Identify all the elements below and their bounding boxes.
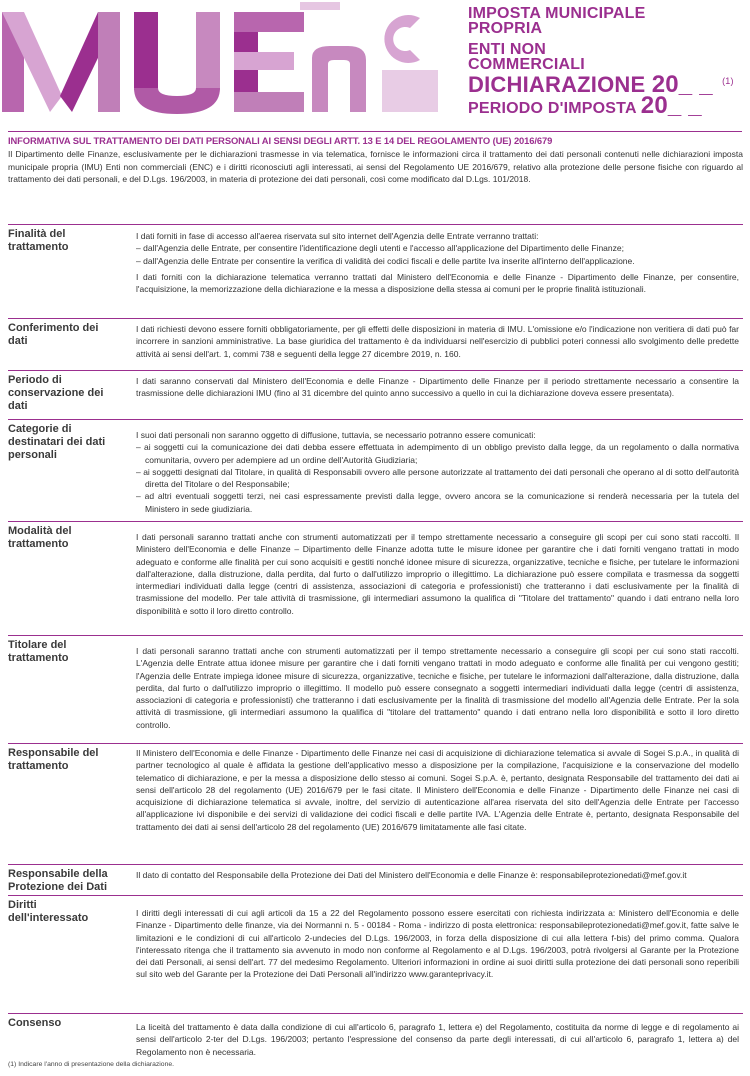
section-label: Responsabile della Protezione dei Dati (8, 868, 108, 893)
section-label: Conferimento dei dati (8, 322, 99, 347)
section-label: Categorie di destinatari dei dati personali (8, 423, 106, 461)
title-line-3: ENTI NON (468, 41, 547, 58)
declaration-line (468, 71, 748, 98)
paragraph: Il Ministero dell'Economia e delle Finanze - Dipartimento delle Finanze nei casi di acquisizione di dichiarazione telematica si avvale di Sogei S.p.A., in qualità di partner tecnologico al quale è affidata la gestione dell'applicativo messo a disposizione per la compilazione, l'acquisizione e la conservazione del modello telematico di dichiarazione, e per la messa a disposizione dello stesso ai comuni. Sogei S.p.A. è, pertanto, designata Responsabile del trattamento dei dati ai sensi dell'articolo 28 del regolamento (UE) 2016/679 per le fasi citate. Il Ministero dell'Economia e delle Finanze - Dipartimento delle Finanze nei casi di acquisizione di dichiarazione telematica si avvale, inoltre, del servizio di autenticazione all'area riservata del sito dell'Agenzia delle Entrate per l'accesso all'applicazione ivi disponibile e dei servizi di validazione dei codici fiscali e delle partite IVA. L'Agenzia delle Entrate è, pertanto, designata Responsabile del trattamento dei dati ai sensi dell'articolo 28 del regolamento (UE) 2016/679 limitatamente alle fasi citate. (136, 748, 739, 832)
section-body (136, 645, 739, 735)
section-label: Finalità del trattamento (8, 228, 69, 253)
footnote: (1) Indicare l'anno di presentazione della dichiarazione. (8, 1061, 175, 1068)
paragraph: I dati forniti in fase di accesso all'aerea riservata sul sito internet dell'Agenzia delle Entrate verranno trattati: (136, 231, 539, 241)
section-responsabile (8, 743, 743, 863)
paragraph: I dati personali saranno trattati anche con strumenti automatizzati per il tempo strettamente necessario a conseguire gli scopi per cui sono stati raccolti. Il Ministero dell'Economia e delle Finanze – Dipartimento delle Finanze adotta tutte le misure idonee per garantire che i dati forniti vengano trattati in modo adeguato e conforme alle finalità per cui sono acquisiti e gestiti nonché idonee misure di sicurezza, organizzative, tecniche e fisiche, per tutelare le informazioni dall'alterazione, dalla distruzione, dalla perdita, dal furto o dall'utilizzo improprio o illegittimo. La dichiarazione può essere compilata e trasmessa da soggetti intermediari individuati dalla legge (centri di assistenza, associazioni di categoria e professionisti) che tratteranno i dati esclusivamente per la finalità di trasmissione del modello. Per tale attività di trasmissione, gli intermediari assumono la qualifica di "Titolare del trattamento" quando i dati entrano nella loro disponibilità e sotto il loro diretto controllo. (136, 532, 739, 616)
section-diritti (8, 895, 743, 1013)
list-item: – ad altri eventuali soggetti terzi, nei casi espressamente previsti dalla legge, ovvero ancora se la comunicazione si renderà necessaria per la tutela del Ministero in sede giudiziaria. (136, 491, 739, 514)
section-label: Titolare del trattamento (8, 639, 69, 664)
paragraph: I dati richiesti devono essere forniti obbligatoriamente, per gli effetti delle disposizioni in materia di IMU. L'omissione e/o l'indicazione non veritiera di dati può far incorrere in sanzioni amministrative. La base giuridica del trattamento è da individuarsi nell'esercizio di pubblici poteri connessi allo svolgimento delle predette attività ai sensi dell'art. 1, commi 738 e seguenti della legge 27 dicembre 2019, n. 160. (136, 324, 739, 359)
section-body (136, 429, 739, 519)
footnote-ref: (1) (722, 76, 734, 86)
declaration-year: 20_ _ (651, 71, 713, 98)
section-body (136, 747, 739, 837)
header-divider (8, 131, 742, 132)
section-conservazione (8, 370, 743, 420)
section-conferimento (8, 318, 743, 372)
title-line-1: IMPOSTA MUNICIPALE (468, 5, 646, 22)
title-line-2: PROPRIA (468, 20, 543, 37)
informativa-intro: Il Dipartimento delle Finanze, esclusivamente per le dichiarazioni trasmesse in via telematica, fornisce le informazioni circa il trattamento dei dati personali contenuti nelle dichiarazioni imposta municipale propria (IMU) Enti non commerciali (ENC) e i diritti riconosciuti agli interessati, ai sensi del Regolamento UE 2016/679, relativo alla protezione delle persone fisiche con riguardo al trattamento dei dati personali, e del D.Lgs. 196/2003, in materia di protezione dei dati personali, così come modificato dal D.Lgs. 101/2018. (8, 149, 743, 185)
form-header (0, 0, 750, 128)
title-line-4: COMMERCIALI (468, 56, 585, 73)
section-finalita (8, 224, 743, 319)
paragraph: I dati forniti con la dichiarazione telematica verranno trattati dal Ministero dell'Economia e delle Finanze - Dipartimento delle Finanze, per consentire, l'acquisizione, la memorizzazione della dichiarazione e la messa a disposizione della stessa ai comuni per le proprie finalità istituzionali. (136, 271, 739, 295)
imu-enc-logo (0, 0, 462, 124)
paragraph: I dati personali saranno trattati anche con strumenti automatizzati per il tempo strettamente necessario a conseguire gli scopi per cui sono stati raccolti. L'Agenzia delle Entrate attua idonee misure per garantire che i dati forniti vengano trattati in modo adeguato e conforme alle finalità per cui vengono gestiti; l'Agenzia delle Entrate impiega idonee misure di sicurezza, organizzative, tecniche e fisiche, per tutelare le informazioni dall'alterazione, dalla distruzione, dalla perdita, dal furto o dall'utilizzo improprio o illegittimo. Il modello può essere consegnato a soggetti intermediari individuati dalla legge (centri di assistenza, associazioni di categoria e professionisti) che tratteranno i dati esclusivamente per la finalità di trasmissione del modello all'Agenzia delle Entrate. Per la sola attività di trasmissione, gli intermediari assumono la qualifica di "titolare del trattamento" quando i dati entrano nella loro disponibilità e sotto il loro diretto controllo. (136, 646, 739, 730)
period-label: PERIODO D'IMPOSTA (468, 100, 637, 117)
paragraph: I diritti degli interessati di cui agli articoli da 15 a 22 del Regolamento possono essere esercitati con richiesta indirizzata a: Ministero dell'Economia e delle Finanze - Dipartimento delle finanze, via dei Normanni n. 5 - 00184 - Roma - indirizzo di posta elettronica: responsabileprotezionedati@mef.gov.it, fatte salve le limitazioni e le condizioni di cui all'articolo 2-undecies del D.Lgs. 196/2003, in forza della disposizione di cui alla lettera f-bis) del primo comma. Qualora l'interessato ritenga che il trattamento sia avvenuto in modo non conforme al Regolamento e al D.Lgs. 196/2003, potrà rivolgersi al Garante per la Protezione dei dati Personali, ai sensi dell'art. 77 del medesimo Regolamento. Ulteriori informazioni in ordine ai suoi diritti sulla protezione dei dati personali sono reperibili sul sito web del Garante per la Protezione dei Dati Personali all'indirizzo www.garanteprivacy.it. (136, 908, 739, 980)
section-label: Consenso (8, 1017, 62, 1029)
paragraph: I suoi dati personali non saranno oggetto di diffusione, tuttavia, se necessario potranno essere comunicati: (136, 430, 536, 440)
list-item: – dall'Agenzia delle Entrate, per consentire l'identificazione degli utenti e l'accesso all'applicazione del Dipartimento delle Finanze; (136, 243, 624, 254)
paragraph: La liceità del trattamento è data dalla condizione di cui all'articolo 6, paragrafo 1, lettera e) del Regolamento, costituita da norme di legge e di regolamento ai sensi dell'articolo 2-ter del D.Lgs. 196/2003; pertanto l'espressione del consenso da parte degli interessati, di cui all'articolo 6, paragrafo 1, lettera a) del Regolamento non è necessaria. (136, 1022, 739, 1057)
period-year: 20_ _ (640, 92, 702, 119)
paragraph: I dati saranno conservati dal Ministero dell'Economia e delle Finanze - Dipartimento delle Finanze per il periodo strettamente necessario a consentire la trasmissione delle dichiarazioni IMU (fino al 31 dicembre del quinto anno successivo a quello in cui la dichiarazione doveva essere presentata). (136, 376, 739, 399)
section-body (136, 531, 739, 621)
section-body (136, 230, 739, 299)
section-consenso (8, 1013, 743, 1059)
section-label: Responsabile del trattamento (8, 747, 99, 772)
section-label: Diritti dell'interessato (8, 899, 89, 924)
section-rpd (8, 864, 743, 898)
section-body (136, 869, 739, 885)
section-body (136, 375, 739, 404)
section-body (136, 1021, 739, 1062)
section-destinatari (8, 419, 743, 519)
list-item: – ai soggetti cui la comunicazione dei dati debba essere effettuata in adempimento di un obbligo previsto dalla legge, da un regolamento o dalla normativa comunitaria, ovvero per adempiere ad un ordine dell'Autorità Giudiziaria; (136, 442, 739, 465)
section-body (136, 907, 739, 985)
list-item: – ai soggetti designati dal Titolare, in qualità di Responsabili ovvero alle persone autorizzate al trattamento dei dati personali che operano al di sotto dell'autorità diretta del Titolare o del Responsabile; (136, 466, 739, 490)
list-item: – dall'Agenzia delle Entrate per consentire la verifica di validità dei codici fiscali e delle partite Iva inserite all'interno dell'applicazione. (136, 255, 635, 266)
section-label: Modalità del trattamento (8, 525, 72, 550)
section-modalita (8, 521, 743, 633)
form-titles (468, 6, 748, 119)
declaration-label: DICHIARAZIONE (468, 72, 646, 97)
paragraph: Il dato di contatto del Responsabile della Protezione dei Dati del Ministero dell'Economia e delle Finanze è: responsabileprotezionedati@mef.gov.it (136, 870, 687, 880)
section-body (136, 323, 739, 364)
section-label: Periodo di conservazione dei dati (8, 374, 104, 412)
informativa-title: INFORMATIVA SUL TRATTAMENTO DEI DATI PERSONALI AI SENSI DEGLI ARTT. 13 E 14 DEL REGOLAMENTO (UE) 2016/679 (8, 135, 553, 146)
section-titolare (8, 635, 743, 741)
period-line (468, 92, 748, 119)
